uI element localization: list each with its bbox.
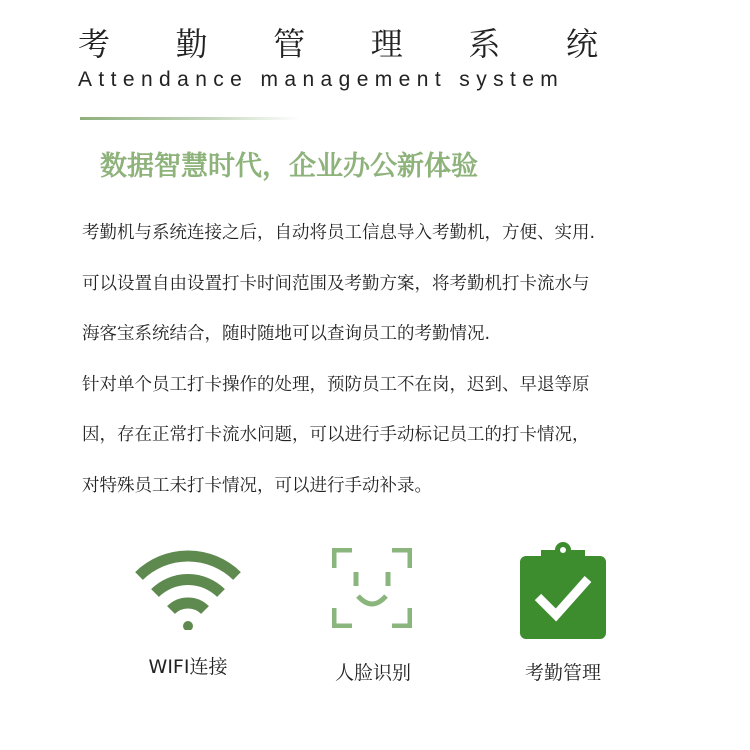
page-title-en: Attendance management system xyxy=(78,68,565,91)
description-line: 海客宝系统结合，随时随地可以查询员工的考勤情况. xyxy=(82,324,491,344)
section-subtitle: 数据智慧时代，企业办公新体验 xyxy=(100,151,478,182)
title-char: 考 xyxy=(78,25,111,63)
description-line: 针对单个员工打卡操作的处理，预防员工不在岗，迟到、早退等原 xyxy=(82,374,590,395)
wifi-icon xyxy=(135,550,241,630)
title-char: 勤 xyxy=(175,25,208,63)
title-char: 理 xyxy=(370,25,403,63)
feature-label-attendance: 考勤管理 xyxy=(524,662,601,684)
title-char: 统 xyxy=(565,25,598,63)
description-line: 对特殊员工未打卡情况，可以进行手动补录。 xyxy=(82,475,432,496)
feature-list xyxy=(0,540,750,700)
clipboard-check-icon xyxy=(518,541,608,641)
description-line: 因，存在正常打卡流水问题，可以进行手动标记员工的打卡情况， xyxy=(82,425,590,445)
title-underline xyxy=(80,117,300,120)
feature-label-face: 人脸识别 xyxy=(334,662,411,684)
title-char: 系 xyxy=(468,25,501,63)
description-line: 考勤机与系统连接之后，自动将员工信息导入考勤机，方便、实用. xyxy=(82,223,596,243)
feature-label-wifi: WIFI连接 xyxy=(148,656,228,678)
face-recognition-icon xyxy=(332,548,412,628)
description-line: 可以设置自由设置打卡时间范围及考勤方案，将考勤机打卡流水与 xyxy=(82,273,590,294)
title-char: 管 xyxy=(273,25,306,63)
page-title-cn xyxy=(78,22,598,66)
description-paragraph xyxy=(82,214,702,517)
